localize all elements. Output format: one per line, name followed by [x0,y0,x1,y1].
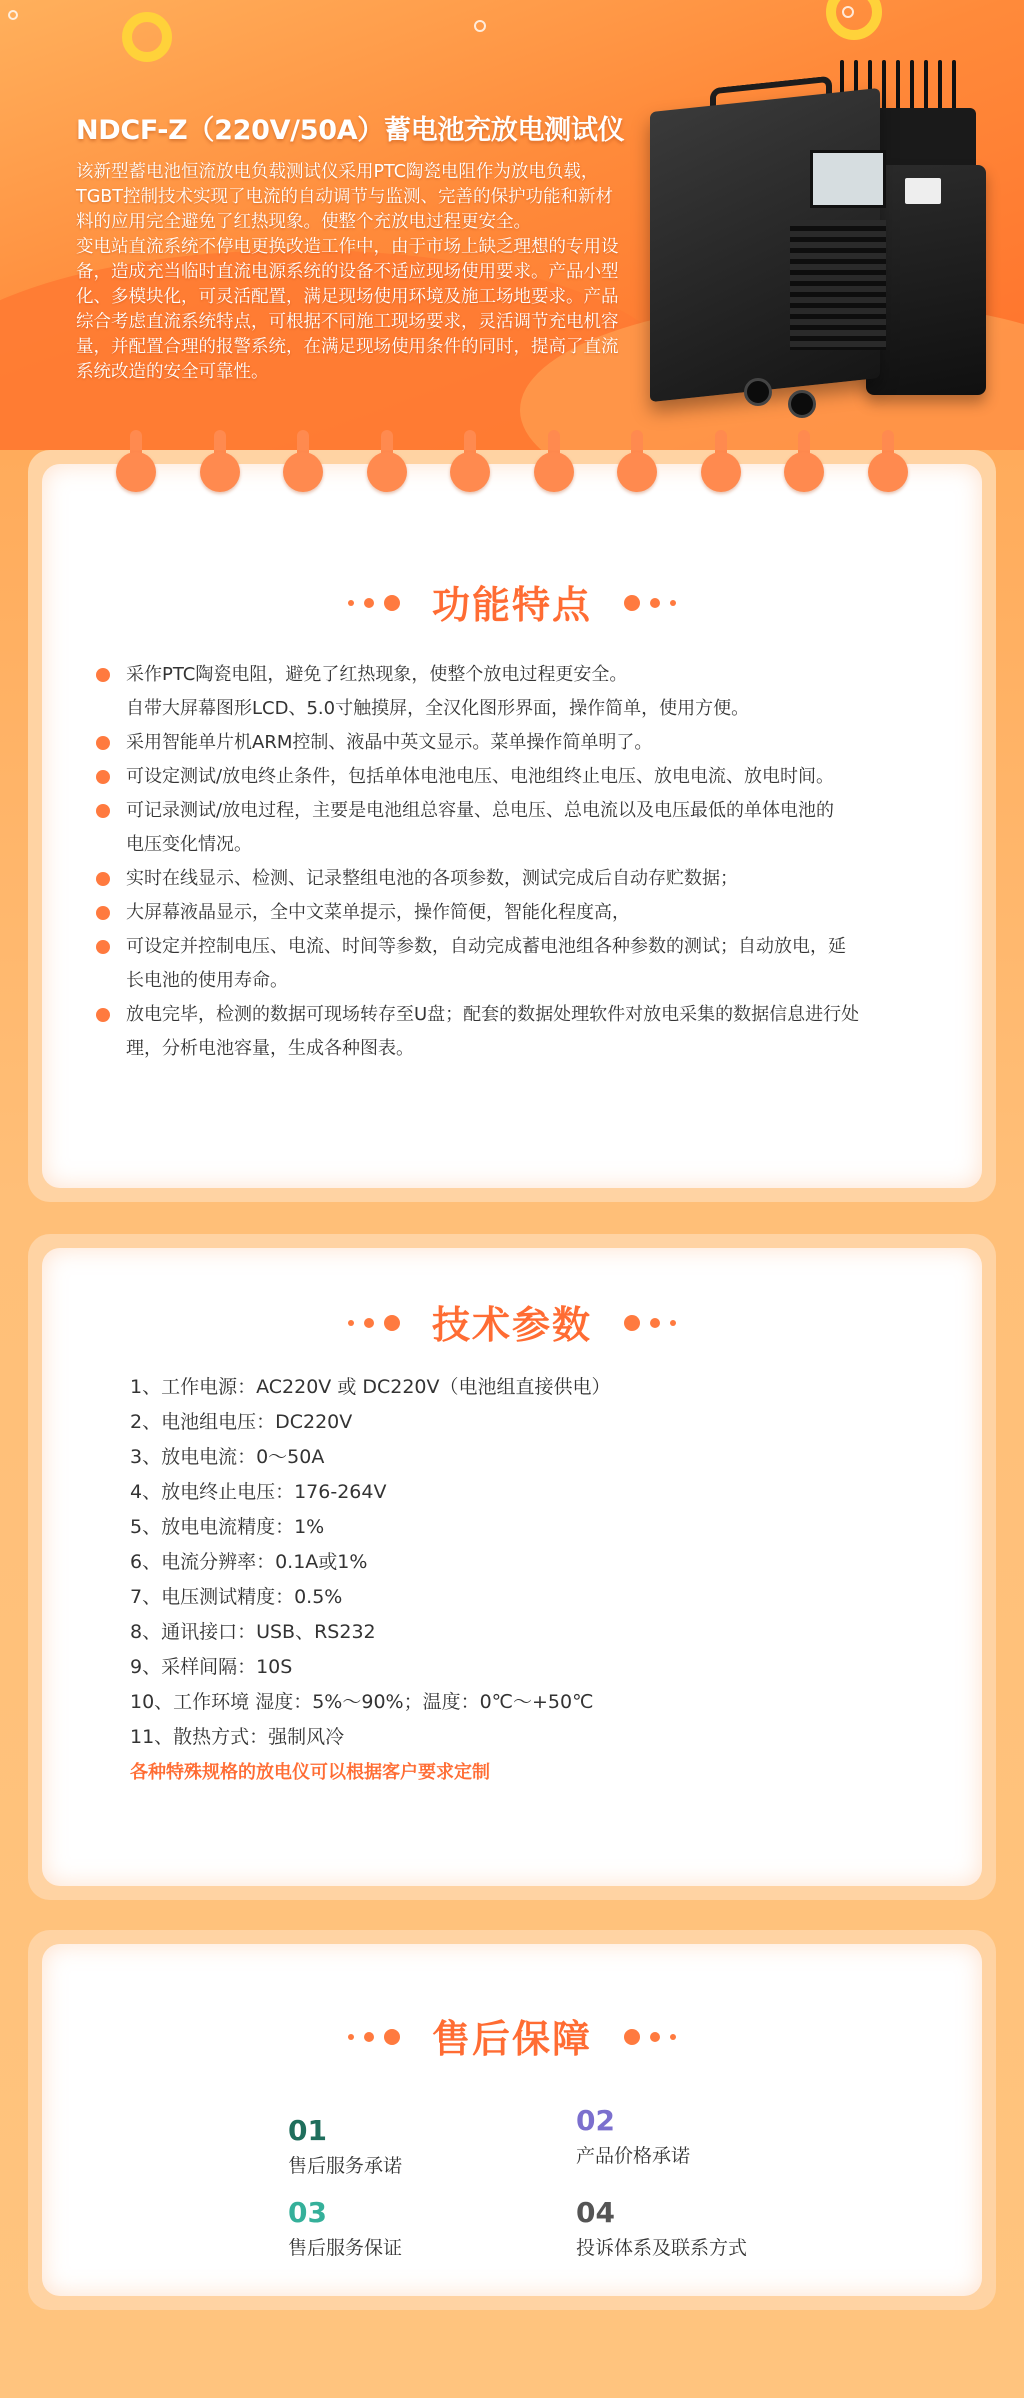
card-body [42,1944,982,2296]
decor-dot [842,6,854,18]
bullet-dot [96,804,110,818]
heading-dots [619,2026,681,2045]
description-line: 该新型蓄电池恒流放电负载测试仪采用PTC陶瓷电阻作为放电负载， [76,162,599,182]
spec-item: 8、通讯接口：USB、RS232 [130,1621,376,1643]
spec-item: 4、放电终止电压：176-264V [130,1481,387,1503]
device-vent [790,220,886,350]
service-item [576,2104,690,2170]
bullet-dot [96,1008,110,1022]
device-screen [810,150,886,208]
customization-note: 各种特殊规格的放电仪可以根据客户要求定制 [130,1762,490,1783]
service-label: 投诉体系及联系方式 [576,2237,748,2259]
spec-item: 5、放电电流精度：1% [130,1516,325,1538]
device-label [905,178,941,204]
decor-ring [826,0,882,40]
feature-item: 采用智能单片机ARM控制、液晶中英文显示。菜单操作简单明了。 [126,726,956,760]
section-title: 售后保障 [431,2017,592,2061]
description-line: TGBT控制技术实现了电流的自动调节与监测、完善的保护功能和新材 [76,187,613,207]
spec-list [130,1370,930,1755]
service-item [288,2196,402,2262]
bullet-dot [96,770,110,784]
hero-banner [0,0,1024,450]
service-number: 01 [288,2114,327,2147]
service-item [576,2196,747,2262]
description-line: 系统改造的安全可靠性。 [76,362,269,382]
description-line: 料的应用完全避免了红热现象。使整个充放电过程更安全。 [76,212,531,232]
spec-item: 2、电池组电压：DC220V [130,1411,353,1433]
spec-item: 10、工作环境 湿度：5%～90%；温度：0℃～+50℃ [130,1691,594,1713]
heading-dots [343,2026,405,2045]
service-number: 03 [288,2196,327,2229]
heading-dots [619,592,681,611]
feature-list [96,658,956,1066]
service-label: 售后服务保证 [288,2237,403,2259]
feature-item: 放电完毕，检测的数据可现场转存至U盘；配套的数据处理软件对放电采集的数据信息进行处 理，分析电池容量，生成各种图表。 [126,998,956,1066]
service-label: 售后服务承诺 [288,2155,403,2177]
service-number: 02 [576,2104,615,2137]
service-label: 产品价格承诺 [576,2145,691,2167]
service-number: 04 [576,2196,615,2229]
page-title: NDCF-Z（220V/50A）蓄电池充放电测试仪 [76,115,625,146]
bullet-dot [96,940,110,954]
feature-item: 可记录测试/放电过程，主要是电池组总容量、总电压、总电流以及电压最低的单体电池的 电压变化情况。 [126,794,956,862]
spec-item: 11、散热方式：强制风冷 [130,1726,345,1748]
decor-dot [474,20,486,32]
feature-item: 可设定测试/放电终止条件，包括单体电池电压、电池组终止电压、放电电流、放电时间。 [126,760,956,794]
feature-item: 实时在线显示、检测、记录整组电池的各项参数，测试完成后自动存贮数据； [126,862,956,896]
service-item [288,2114,402,2180]
device-wheel [788,390,816,418]
bullet-dot [96,872,110,886]
spec-item: 9、采样间隔：10S [130,1656,293,1678]
product-description [76,160,642,385]
binder-rings [0,430,1024,490]
bullet-dot [96,736,110,750]
spec-item: 3、放电电流：0～50A [130,1446,325,1468]
description-line: 量，并配置合理的报警系统，在满足现场使用条件的同时，提高了直流 [76,337,619,357]
feature-item: 大屏幕液晶显示，全中文菜单提示，操作简便，智能化程度高， [126,896,956,930]
description-line: 化、多模块化，可灵活配置，满足现场使用环境及施工场地要求。产品 [76,287,619,307]
spec-item: 7、电压测试精度：0.5% [130,1586,343,1608]
spec-item: 1、工作电源：AC220V 或 DC220V（电池组直接供电） [130,1376,611,1398]
decor-ring [122,12,172,62]
feature-item: 可设定并控制电压、电流、时间等参数，自动完成蓄电池组各种参数的测试；自动放电，延 长电池的使用寿命。 [126,930,956,998]
service-card [28,1930,996,2310]
section-title: 技术参数 [431,1303,592,1347]
bullet-dot [96,906,110,920]
device-wheel [744,378,772,406]
description-line: 备，造成充当临时直流电源系统的设备不适应现场使用要求。产品小型 [76,262,619,282]
decor-dot [8,10,18,20]
spec-item: 6、电流分辨率：0.1A或1% [130,1551,368,1573]
bullet-dot [96,668,110,682]
feature-item: 采作PTC陶瓷电阻，避免了红热现象，使整个放电过程更安全。 自带大屏幕图形LCD、5.0寸触摸屏，全汉化图形界面，操作简单，使用方便。 [126,658,956,726]
heading-dots [619,1312,681,1331]
section-title: 功能特点 [431,583,592,627]
description-line: 综合考虑直流系统特点，可根据不同施工现场要求，灵活调节充电机容 [76,312,619,332]
features-heading [0,574,1024,627]
description-line: 变电站直流系统不停电更换改造工作中，由于市场上缺乏理想的专用设 [76,237,619,257]
heading-dots [343,592,405,611]
heading-dots [343,1312,405,1331]
product-image [640,60,1010,410]
service-heading [0,2008,1024,2061]
specs-heading [0,1294,1024,1347]
